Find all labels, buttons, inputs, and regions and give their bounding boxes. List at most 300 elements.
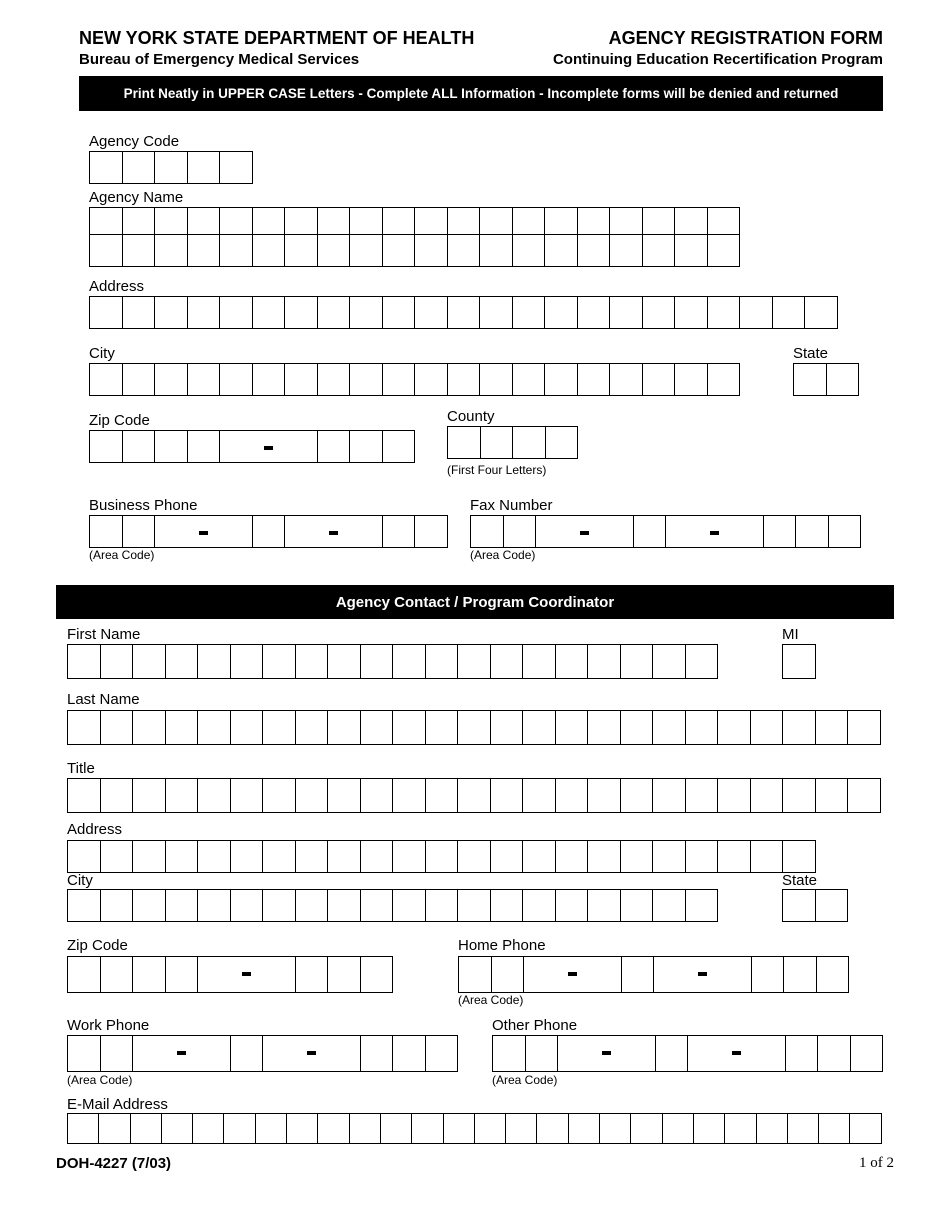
char-box[interactable] — [392, 889, 426, 922]
char-box[interactable] — [652, 840, 686, 873]
char-box[interactable] — [474, 1113, 506, 1144]
agency-city-field[interactable] — [89, 363, 740, 396]
char-box[interactable] — [262, 956, 296, 993]
char-box[interactable] — [425, 1035, 459, 1072]
first-name-field[interactable] — [67, 644, 718, 679]
char-box[interactable] — [457, 889, 491, 922]
char-box[interactable] — [252, 296, 286, 329]
char-box[interactable] — [89, 296, 123, 329]
char-box[interactable] — [284, 515, 318, 548]
char-box[interactable] — [132, 710, 166, 745]
char-box[interactable] — [782, 840, 816, 873]
char-box[interactable] — [154, 151, 188, 184]
char-box[interactable] — [847, 778, 881, 813]
char-box[interactable] — [219, 296, 253, 329]
contact-city-field[interactable] — [67, 889, 718, 922]
char-box[interactable] — [505, 1113, 537, 1144]
char-box[interactable] — [197, 1035, 231, 1072]
char-box[interactable] — [620, 644, 654, 679]
char-box[interactable] — [544, 234, 578, 267]
char-box[interactable] — [89, 151, 123, 184]
char-box[interactable] — [787, 1113, 819, 1144]
char-box[interactable] — [544, 363, 578, 396]
char-box[interactable] — [457, 840, 491, 873]
char-box[interactable] — [100, 778, 134, 813]
char-box[interactable] — [503, 515, 537, 548]
char-box[interactable] — [587, 710, 621, 745]
char-box[interactable] — [577, 234, 611, 267]
char-box[interactable] — [568, 1113, 600, 1144]
char-box[interactable] — [230, 710, 264, 745]
agency-name-field-line2[interactable] — [89, 234, 740, 267]
char-box[interactable] — [327, 1035, 361, 1072]
char-box[interactable] — [349, 296, 383, 329]
char-box[interactable] — [447, 234, 481, 267]
char-box[interactable] — [457, 710, 491, 745]
char-box[interactable] — [653, 956, 687, 993]
char-box[interactable] — [360, 710, 394, 745]
char-box[interactable] — [707, 296, 741, 329]
char-box[interactable] — [587, 644, 621, 679]
char-box[interactable] — [652, 710, 686, 745]
char-box[interactable] — [192, 1113, 224, 1144]
char-box[interactable] — [327, 710, 361, 745]
char-box[interactable] — [262, 644, 296, 679]
char-box[interactable] — [414, 515, 448, 548]
char-box[interactable] — [89, 363, 123, 396]
char-box[interactable] — [122, 151, 156, 184]
char-box[interactable] — [100, 644, 134, 679]
char-box[interactable] — [382, 363, 416, 396]
agency-address-field[interactable] — [89, 296, 838, 329]
char-box[interactable] — [750, 778, 784, 813]
char-box[interactable] — [621, 956, 655, 993]
char-box[interactable] — [132, 644, 166, 679]
last-name-field[interactable] — [67, 710, 881, 745]
char-box[interactable] — [197, 956, 231, 993]
char-box[interactable] — [100, 710, 134, 745]
char-box[interactable] — [620, 710, 654, 745]
char-box[interactable] — [756, 1113, 788, 1144]
char-box[interactable] — [772, 296, 806, 329]
char-box[interactable] — [718, 956, 752, 993]
char-box[interactable] — [284, 234, 318, 267]
char-box[interactable] — [847, 710, 881, 745]
char-box[interactable] — [599, 1113, 631, 1144]
agency-code-field[interactable] — [89, 151, 253, 184]
char-box[interactable] — [785, 1035, 819, 1072]
char-box[interactable] — [154, 296, 188, 329]
char-box[interactable] — [609, 234, 643, 267]
char-box[interactable] — [724, 1113, 756, 1144]
char-box[interactable] — [360, 1035, 394, 1072]
char-box[interactable] — [739, 296, 773, 329]
char-box[interactable] — [89, 234, 123, 267]
char-box[interactable] — [100, 840, 134, 873]
char-box[interactable] — [122, 296, 156, 329]
char-box[interactable] — [230, 778, 264, 813]
char-box[interactable] — [197, 778, 231, 813]
char-box[interactable] — [262, 1035, 296, 1072]
char-box[interactable] — [491, 956, 525, 993]
char-box[interactable] — [447, 363, 481, 396]
business-phone-field[interactable] — [89, 515, 448, 548]
char-box[interactable] — [130, 1113, 162, 1144]
char-box[interactable] — [751, 956, 785, 993]
char-box[interactable] — [98, 1113, 130, 1144]
char-box[interactable] — [479, 363, 513, 396]
char-box[interactable] — [197, 840, 231, 873]
char-box[interactable] — [349, 363, 383, 396]
agency-zip-field[interactable] — [89, 430, 415, 463]
char-box[interactable] — [252, 515, 286, 548]
char-box[interactable] — [230, 840, 264, 873]
char-box[interactable] — [587, 840, 621, 873]
char-box[interactable] — [707, 363, 741, 396]
char-box[interactable] — [252, 234, 286, 267]
char-box[interactable] — [382, 430, 416, 463]
char-box[interactable] — [457, 778, 491, 813]
char-box[interactable] — [544, 296, 578, 329]
char-box[interactable] — [849, 1113, 881, 1144]
char-box[interactable] — [67, 840, 101, 873]
char-box[interactable] — [187, 296, 221, 329]
char-box[interactable] — [425, 889, 459, 922]
char-box[interactable] — [100, 956, 134, 993]
char-box[interactable] — [512, 296, 546, 329]
char-box[interactable] — [490, 710, 524, 745]
char-box[interactable] — [674, 234, 708, 267]
char-box[interactable] — [577, 296, 611, 329]
char-box[interactable] — [717, 710, 751, 745]
char-box[interactable] — [782, 710, 816, 745]
fax-field[interactable] — [470, 515, 861, 548]
char-box[interactable] — [750, 840, 784, 873]
char-box[interactable] — [730, 515, 764, 548]
char-box[interactable] — [187, 430, 221, 463]
char-box[interactable] — [295, 710, 329, 745]
char-box[interactable] — [782, 644, 816, 679]
char-box[interactable] — [284, 296, 318, 329]
char-box[interactable] — [255, 1113, 287, 1144]
char-box[interactable] — [783, 956, 817, 993]
char-box[interactable] — [223, 1113, 255, 1144]
char-box[interactable] — [165, 840, 199, 873]
char-box[interactable] — [685, 778, 719, 813]
char-box[interactable] — [219, 430, 253, 463]
char-box[interactable] — [197, 710, 231, 745]
char-box[interactable] — [707, 234, 741, 267]
char-box[interactable] — [850, 1035, 884, 1072]
char-box[interactable] — [122, 234, 156, 267]
char-box[interactable] — [804, 296, 838, 329]
char-box[interactable] — [122, 363, 156, 396]
char-box[interactable] — [425, 778, 459, 813]
char-box[interactable] — [587, 889, 621, 922]
char-box[interactable] — [327, 778, 361, 813]
char-box[interactable] — [752, 1035, 786, 1072]
char-box[interactable] — [284, 430, 318, 463]
char-box[interactable] — [816, 956, 850, 993]
char-box[interactable] — [392, 710, 426, 745]
char-box[interactable] — [655, 1035, 689, 1072]
char-box[interactable] — [154, 430, 188, 463]
char-box[interactable] — [815, 710, 849, 745]
char-box[interactable] — [535, 515, 569, 548]
char-box[interactable] — [262, 889, 296, 922]
char-box[interactable] — [480, 426, 514, 459]
char-box[interactable] — [652, 889, 686, 922]
char-box[interactable] — [685, 889, 719, 922]
char-box[interactable] — [620, 778, 654, 813]
char-box[interactable] — [815, 889, 849, 922]
char-box[interactable] — [795, 515, 829, 548]
char-box[interactable] — [443, 1113, 475, 1144]
work-phone-field[interactable] — [67, 1035, 458, 1072]
char-box[interactable] — [295, 778, 329, 813]
char-box[interactable] — [717, 778, 751, 813]
char-box[interactable] — [122, 515, 156, 548]
char-box[interactable] — [411, 1113, 443, 1144]
char-box[interactable] — [782, 889, 816, 922]
char-box[interactable] — [187, 151, 221, 184]
char-box[interactable] — [652, 644, 686, 679]
char-box[interactable] — [317, 430, 351, 463]
char-box[interactable] — [132, 1035, 166, 1072]
char-box[interactable] — [317, 1113, 349, 1144]
char-box[interactable] — [555, 644, 589, 679]
char-box[interactable] — [817, 1035, 851, 1072]
char-box[interactable] — [219, 515, 253, 548]
char-box[interactable] — [622, 1035, 656, 1072]
char-box[interactable] — [630, 1113, 662, 1144]
char-box[interactable] — [67, 1035, 101, 1072]
contact-zip-field[interactable] — [67, 956, 393, 993]
char-box[interactable] — [295, 644, 329, 679]
char-box[interactable] — [674, 363, 708, 396]
char-box[interactable] — [230, 644, 264, 679]
char-box[interactable] — [165, 956, 199, 993]
char-box[interactable] — [122, 430, 156, 463]
char-box[interactable] — [750, 710, 784, 745]
contact-address-field[interactable] — [67, 840, 816, 873]
char-box[interactable] — [555, 778, 589, 813]
char-box[interactable] — [479, 234, 513, 267]
char-box[interactable] — [132, 956, 166, 993]
char-box[interactable] — [557, 1035, 591, 1072]
char-box[interactable] — [100, 1035, 134, 1072]
char-box[interactable] — [360, 956, 394, 993]
char-box[interactable] — [154, 363, 188, 396]
char-box[interactable] — [414, 234, 448, 267]
char-box[interactable] — [685, 644, 719, 679]
char-box[interactable] — [187, 363, 221, 396]
char-box[interactable] — [522, 644, 556, 679]
char-box[interactable] — [522, 778, 556, 813]
char-box[interactable] — [793, 363, 827, 396]
char-box[interactable] — [818, 1113, 850, 1144]
char-box[interactable] — [414, 296, 448, 329]
char-box[interactable] — [490, 778, 524, 813]
char-box[interactable] — [828, 515, 862, 548]
char-box[interactable] — [392, 1035, 426, 1072]
title-field[interactable] — [67, 778, 881, 813]
char-box[interactable] — [219, 151, 253, 184]
other-phone-field[interactable] — [492, 1035, 883, 1072]
char-box[interactable] — [67, 778, 101, 813]
char-box[interactable] — [536, 1113, 568, 1144]
char-box[interactable] — [522, 710, 556, 745]
char-box[interactable] — [447, 296, 481, 329]
char-box[interactable] — [687, 1035, 721, 1072]
char-box[interactable] — [154, 234, 188, 267]
char-box[interactable] — [382, 515, 416, 548]
char-box[interactable] — [555, 840, 589, 873]
char-box[interactable] — [187, 234, 221, 267]
char-box[interactable] — [523, 956, 557, 993]
char-box[interactable] — [490, 889, 524, 922]
char-box[interactable] — [262, 710, 296, 745]
char-box[interactable] — [382, 296, 416, 329]
char-box[interactable] — [67, 1113, 99, 1144]
char-box[interactable] — [197, 644, 231, 679]
char-box[interactable] — [295, 956, 329, 993]
char-box[interactable] — [693, 1113, 725, 1144]
char-box[interactable] — [577, 363, 611, 396]
char-box[interactable] — [414, 363, 448, 396]
char-box[interactable] — [89, 515, 123, 548]
char-box[interactable] — [360, 644, 394, 679]
char-box[interactable] — [392, 840, 426, 873]
char-box[interactable] — [662, 1113, 694, 1144]
char-box[interactable] — [642, 234, 676, 267]
char-box[interactable] — [522, 840, 556, 873]
char-box[interactable] — [197, 889, 231, 922]
char-box[interactable] — [609, 296, 643, 329]
char-box[interactable] — [447, 426, 481, 459]
char-box[interactable] — [295, 840, 329, 873]
char-box[interactable] — [89, 430, 123, 463]
char-box[interactable] — [555, 710, 589, 745]
char-box[interactable] — [132, 778, 166, 813]
char-box[interactable] — [67, 710, 101, 745]
char-box[interactable] — [262, 840, 296, 873]
char-box[interactable] — [717, 840, 751, 873]
char-box[interactable] — [360, 778, 394, 813]
char-box[interactable] — [327, 644, 361, 679]
char-box[interactable] — [490, 840, 524, 873]
char-box[interactable] — [230, 889, 264, 922]
home-phone-field[interactable] — [458, 956, 849, 993]
county-field[interactable] — [447, 426, 578, 459]
char-box[interactable] — [67, 889, 101, 922]
char-box[interactable] — [349, 515, 383, 548]
char-box[interactable] — [349, 430, 383, 463]
char-box[interactable] — [633, 515, 667, 548]
char-box[interactable] — [154, 515, 188, 548]
email-field[interactable] — [67, 1113, 882, 1144]
char-box[interactable] — [685, 840, 719, 873]
char-box[interactable] — [327, 956, 361, 993]
char-box[interactable] — [349, 234, 383, 267]
char-box[interactable] — [782, 778, 816, 813]
char-box[interactable] — [286, 1113, 318, 1144]
char-box[interactable] — [642, 296, 676, 329]
agency-state-field[interactable] — [793, 363, 859, 396]
char-box[interactable] — [588, 956, 622, 993]
char-box[interactable] — [425, 644, 459, 679]
char-box[interactable] — [327, 840, 361, 873]
char-box[interactable] — [165, 644, 199, 679]
char-box[interactable] — [67, 956, 101, 993]
char-box[interactable] — [165, 889, 199, 922]
mi-field[interactable] — [782, 644, 816, 679]
char-box[interactable] — [512, 363, 546, 396]
char-box[interactable] — [219, 234, 253, 267]
char-box[interactable] — [392, 778, 426, 813]
char-box[interactable] — [360, 840, 394, 873]
char-box[interactable] — [349, 1113, 381, 1144]
char-box[interactable] — [512, 234, 546, 267]
char-box[interactable] — [132, 840, 166, 873]
char-box[interactable] — [665, 515, 699, 548]
char-box[interactable] — [165, 710, 199, 745]
char-box[interactable] — [522, 889, 556, 922]
char-box[interactable] — [492, 1035, 526, 1072]
char-box[interactable] — [360, 889, 394, 922]
char-box[interactable] — [132, 889, 166, 922]
char-box[interactable] — [685, 710, 719, 745]
char-box[interactable] — [284, 363, 318, 396]
char-box[interactable] — [609, 363, 643, 396]
char-box[interactable] — [230, 1035, 264, 1072]
char-box[interactable] — [815, 778, 849, 813]
char-box[interactable] — [652, 778, 686, 813]
char-box[interactable] — [587, 778, 621, 813]
char-box[interactable] — [252, 363, 286, 396]
char-box[interactable] — [327, 889, 361, 922]
char-box[interactable] — [317, 363, 351, 396]
char-box[interactable] — [219, 363, 253, 396]
char-box[interactable] — [555, 889, 589, 922]
char-box[interactable] — [620, 840, 654, 873]
char-box[interactable] — [600, 515, 634, 548]
char-box[interactable] — [67, 644, 101, 679]
char-box[interactable] — [826, 363, 860, 396]
char-box[interactable] — [425, 710, 459, 745]
contact-state-field[interactable] — [782, 889, 848, 922]
char-box[interactable] — [457, 644, 491, 679]
char-box[interactable] — [525, 1035, 559, 1072]
char-box[interactable] — [545, 426, 579, 459]
char-box[interactable] — [382, 234, 416, 267]
char-box[interactable] — [317, 296, 351, 329]
char-box[interactable] — [512, 426, 546, 459]
char-box[interactable] — [380, 1113, 412, 1144]
char-box[interactable] — [479, 296, 513, 329]
char-box[interactable] — [317, 234, 351, 267]
char-box[interactable] — [295, 889, 329, 922]
char-box[interactable] — [470, 515, 504, 548]
char-box[interactable] — [165, 778, 199, 813]
char-box[interactable] — [100, 889, 134, 922]
char-box[interactable] — [425, 840, 459, 873]
char-box[interactable] — [161, 1113, 193, 1144]
char-box[interactable] — [763, 515, 797, 548]
char-box[interactable] — [458, 956, 492, 993]
char-box[interactable] — [262, 778, 296, 813]
char-box[interactable] — [490, 644, 524, 679]
